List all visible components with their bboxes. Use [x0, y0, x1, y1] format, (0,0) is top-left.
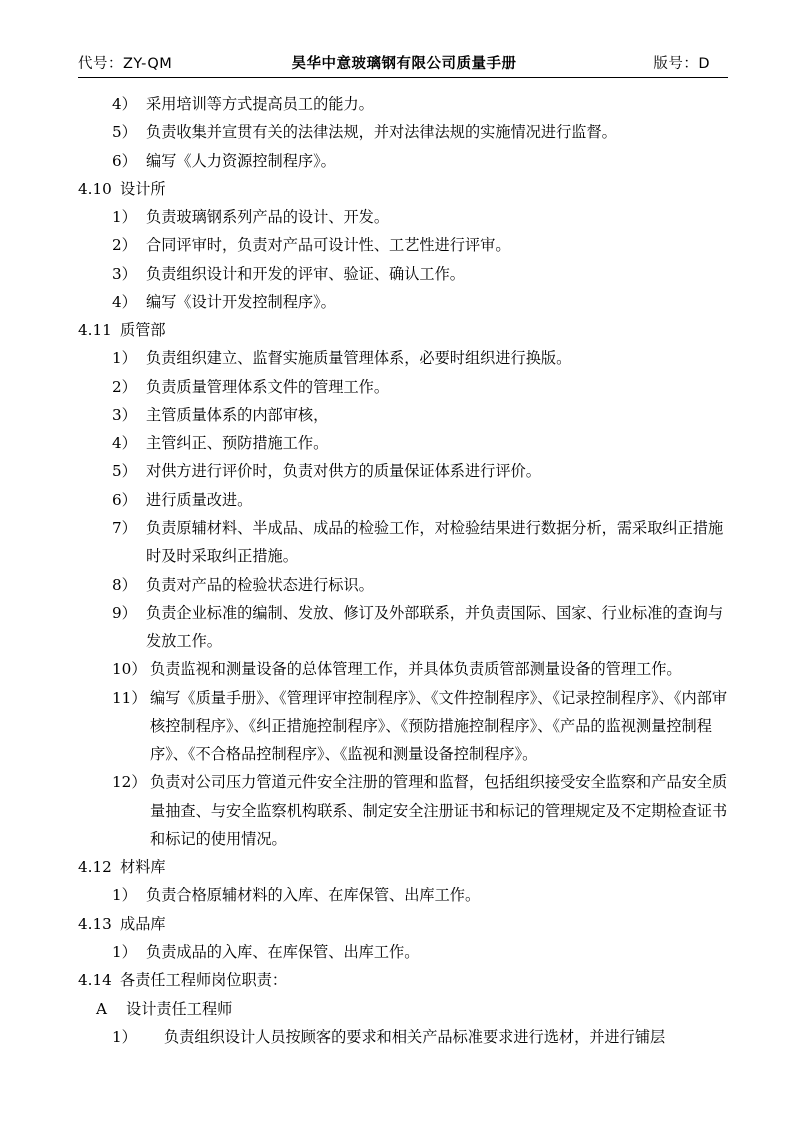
list-item: [78, 881, 728, 909]
section-number: 4.14: [78, 971, 112, 990]
body-content: [78, 90, 728, 1051]
subsection-label: A: [96, 999, 107, 1018]
section-title: 设计所: [120, 179, 166, 198]
list-item-text: 负责组织建立、监督实施质量管理体系，必要时组织进行换版。: [146, 349, 572, 368]
list-item: [78, 1023, 728, 1051]
list-item-text: 采用培训等方式提高员工的能力。: [146, 95, 374, 113]
list-item-marker: 4）: [112, 434, 137, 453]
list-item-text: 负责对公司压力管道元件安全注册的管理和监督，包括组织接受安全监察和产品安全质量抽查、与安全监察机构联系、制定安全注册证书和标记的管理规定及不定期检查证书和标记的使用情况。: [150, 773, 728, 848]
list-item-text: 负责收集并宣贯有关的法律法规，并对法律法规的实施情况进行监督。: [146, 123, 617, 142]
list-item-text: 负责玻璃钢系列产品的设计、开发。: [146, 208, 389, 227]
list-item-marker: 3）: [112, 264, 137, 283]
list-item: [78, 373, 728, 401]
list-item-marker: 11）: [112, 688, 147, 707]
list-item-text: 编写《人力资源控制程序》。: [146, 151, 336, 170]
header-divider: [78, 77, 728, 78]
list-item: [78, 429, 728, 457]
list-item: [78, 231, 728, 259]
list-item: [78, 288, 728, 316]
list-item-text: 主管质量体系的内部审核，: [146, 405, 329, 424]
section-heading: [78, 910, 728, 938]
subsection-heading: [78, 995, 728, 1023]
document-body: [78, 90, 728, 1051]
section-heading: [78, 853, 728, 881]
list-item: [78, 457, 728, 485]
list-item-marker: 1）: [112, 208, 137, 227]
list-item: [78, 486, 728, 514]
document-version: 版号：D: [653, 56, 710, 72]
list-item: [78, 90, 728, 118]
list-item-marker: 8）: [112, 575, 137, 594]
list-item-text: 负责企业标准的编制、发放、修订及外部联系，并负责国际、国家、行业标准的查询与发放工作。: [146, 603, 724, 651]
section-title: 材料库: [120, 858, 166, 877]
subsection-title: 设计责任工程师: [126, 999, 233, 1018]
list-item-marker: 5）: [112, 462, 137, 481]
list-item-marker: 4）: [112, 292, 137, 311]
list-item-marker: 1）: [112, 942, 137, 961]
list-item-text: 编写《设计开发控制程序》。: [146, 292, 336, 311]
list-item-text: 负责组织设计和开发的评审、验证、确认工作。: [146, 264, 465, 283]
list-item: [78, 938, 728, 966]
list-item: [78, 203, 728, 231]
list-item-marker: 1）: [112, 886, 137, 905]
list-item-text: 对供方进行评价时，负责对供方的质量保证体系进行评价。: [146, 462, 541, 481]
list-item: [78, 401, 728, 429]
list-item: [78, 684, 728, 769]
section-number: 4.10: [78, 179, 112, 198]
list-item: [78, 514, 728, 571]
document-title: 昊华中意玻璃钢有限公司质量手册: [291, 56, 517, 72]
page-header: [78, 52, 728, 77]
list-item: [78, 118, 728, 146]
list-item-marker: 1）: [112, 1027, 137, 1046]
section-number: 4.12: [78, 858, 112, 877]
list-item-marker: 3）: [112, 405, 137, 424]
list-item-text: 合同评审时，负责对产品可设计性、工艺性进行评审。: [146, 236, 511, 255]
list-item: [78, 344, 728, 372]
section-heading: [78, 175, 728, 203]
section-number: 4.11: [78, 321, 112, 340]
list-item-text: 负责合格原辅材料的入库、在库保管、出库工作。: [146, 886, 481, 905]
section-heading: [78, 316, 728, 344]
list-item-text: 负责质量管理体系文件的管理工作。: [146, 377, 389, 396]
list-item-marker: 9）: [112, 603, 137, 622]
section-title: 各责任工程师岗位职责：: [120, 971, 288, 990]
list-item-marker: 4）: [112, 95, 137, 113]
list-item-marker: 5）: [112, 123, 137, 142]
list-item-text: 负责对产品的检验状态进行标识。: [146, 575, 374, 594]
list-item-text: 进行质量改进。: [146, 490, 253, 509]
list-item-text: 负责组织设计人员按顾客的要求和相关产品标准要求进行选材，并进行铺层: [164, 1027, 666, 1046]
list-item-marker: 2）: [112, 377, 137, 396]
list-item: [78, 260, 728, 288]
section-title: 质管部: [120, 321, 166, 340]
section-heading: [78, 966, 728, 994]
section-title: 成品库: [120, 914, 166, 933]
list-item: [78, 571, 728, 599]
list-item-marker: 2）: [112, 236, 137, 255]
list-item-marker: 6）: [112, 151, 137, 170]
list-item: [78, 599, 728, 656]
list-item-text: 编写《质量手册》、《管理评审控制程序》、《文件控制程序》、《记录控制程序》、《内部审核控制程序》、《纠正措施控制程序》、《预防措施控制程序》、《产品的监视测量控制程序》、《不合格品控制程序》、《监视和测量设备控制程序》。: [150, 688, 728, 764]
list-item-text: 负责原辅材料、半成品、成品的检验工作，对检验结果进行数据分析，需采取纠正措施时及时采取纠正措施。: [146, 518, 724, 566]
list-item-text: 主管纠正、预防措施工作。: [146, 434, 329, 453]
list-item: [78, 768, 728, 853]
list-item: [78, 655, 728, 683]
document-code: 代号：ZY-QM: [78, 56, 173, 72]
list-item: [78, 147, 728, 175]
list-item-marker: 12）: [112, 773, 147, 792]
list-item-marker: 1）: [112, 349, 137, 368]
list-item-marker: 6）: [112, 490, 137, 509]
list-item-text: 负责成品的入库、在库保管、出库工作。: [146, 942, 420, 961]
list-item-text: 负责监视和测量设备的总体管理工作，并具体负责质管部测量设备的管理工作。: [150, 660, 682, 679]
list-item-marker: 10）: [112, 660, 147, 679]
list-item-marker: 7）: [112, 518, 137, 537]
section-number: 4.13: [78, 914, 112, 933]
